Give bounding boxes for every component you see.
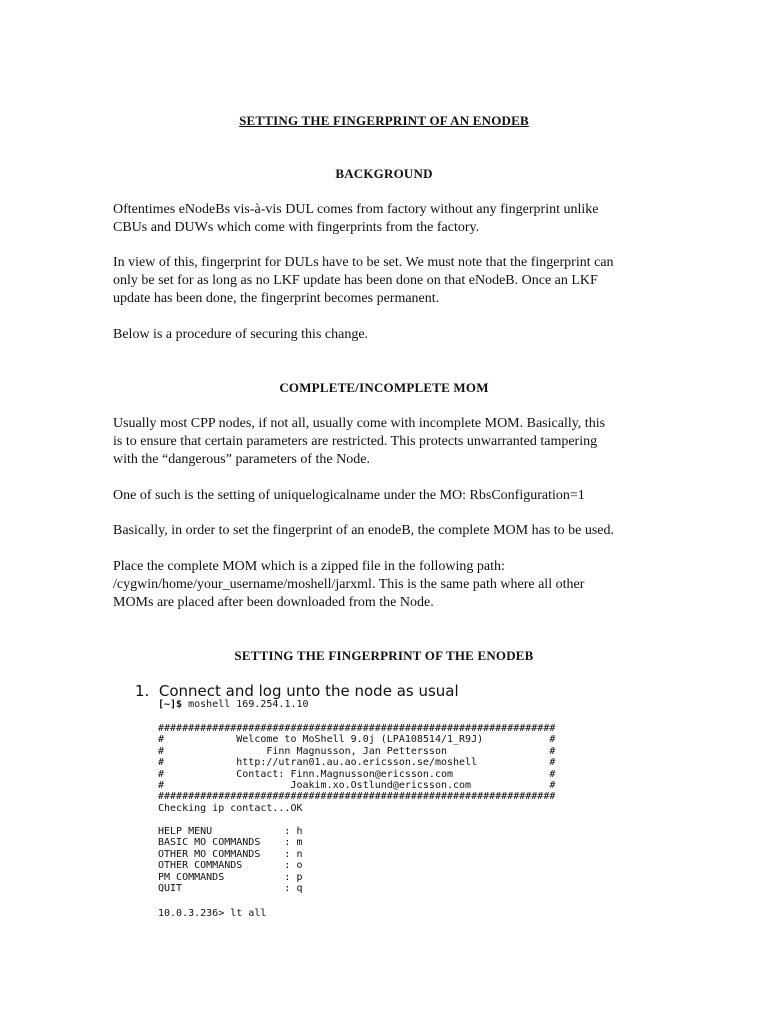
terminal-line: # http://utran01.au.ao.ericsson.se/moshell # [158,757,556,769]
text-line: One of such is the setting of uniquelogicalname under the MO: RbsConfiguration=1 [113,488,585,503]
paragraph [113,522,658,540]
text-line: Oftentimes eNodeBs vis-à-vis DUL comes from factory without any fingerprint unlike [113,202,599,217]
text-line: /cygwin/home/your_username/moshell/jarxml. This is the same path where all other [113,577,585,592]
text-line: Place the complete MOM which is a zipped file in the following path: [113,559,505,574]
step-item [135,682,459,700]
terminal-line: ################################################################## [158,791,556,803]
text-line: CBUs and DUWs which come with fingerprints from the factory. [113,220,480,235]
terminal-line: HELP MENU : h [158,826,303,837]
terminal-line: BASIC MO COMMANDS : m [158,837,303,849]
text-line: Usually most CPP nodes, if not all, usually come with incomplete MOM. Basically, this [113,416,606,431]
paragraph [113,558,658,612]
terminal-line: PM COMMANDS : p [158,871,303,883]
section-heading-setting: SETTING THE FINGERPRINT OF THE ENODEB [234,648,534,663]
terminal-input-line: 10.0.3.236> lt all [158,908,267,919]
terminal-banner [158,723,555,814]
terminal-line: # Welcome to MoShell 9.0j (LPA108514/1_R9J) # [158,734,556,746]
terminal-menu [158,826,303,894]
text-line: MOMs are placed after been downloaded from the Node. [113,595,434,610]
text-line: only be set for as long as no LKF update has been done on that eNodeB. Once an LKF [113,273,598,288]
text-line: with the “dangerous” parameters of the Node. [113,452,370,467]
paragraph [113,201,658,237]
terminal-line: # Finn Magnusson, Jan Pettersson # [158,745,556,757]
terminal-line: # Joakim.xo.Ostlund@ericsson.com # [158,780,556,792]
text-line: Basically, in order to set the fingerprint of an enodeB, the complete MOM has to be used. [113,523,615,538]
section-heading-background: BACKGROUND [335,166,433,181]
terminal-line: # Contact: Finn.Magnusson@ericsson.com # [158,768,556,780]
terminal-command: moshell 169.254.1.10 [182,699,309,710]
terminal-line: OTHER COMMANDS : o [158,860,303,872]
terminal-prompt: [~]$ [158,699,183,710]
paragraph [113,326,658,344]
text-line: is to ensure that certain parameters are restricted. This protects unwarranted tampering [113,434,598,449]
terminal-line: ################################################################## [158,723,556,734]
paragraph [113,254,658,308]
document-title: SETTING THE FINGERPRINT OF AN ENODEB [239,113,529,128]
step-text: Connect and log unto the node as usual [158,682,459,700]
text-line: In view of this, fingerprint for DULs have to be set. We must note that the fingerprint can [113,255,614,270]
terminal-line: QUIT : q [158,883,303,895]
text-line: update has been done, the fingerprint becomes permanent. [113,291,440,306]
paragraph [113,415,658,469]
terminal-line: OTHER MO COMMANDS : n [158,848,303,860]
paragraph [113,487,658,505]
terminal-line: Checking ip contact...OK [158,802,303,814]
terminal-command-line [158,699,309,710]
step-number: 1. [135,682,150,700]
section-heading-mom: COMPLETE/INCOMPLETE MOM [279,380,489,395]
text-line: Below is a procedure of securing this change. [113,327,369,342]
